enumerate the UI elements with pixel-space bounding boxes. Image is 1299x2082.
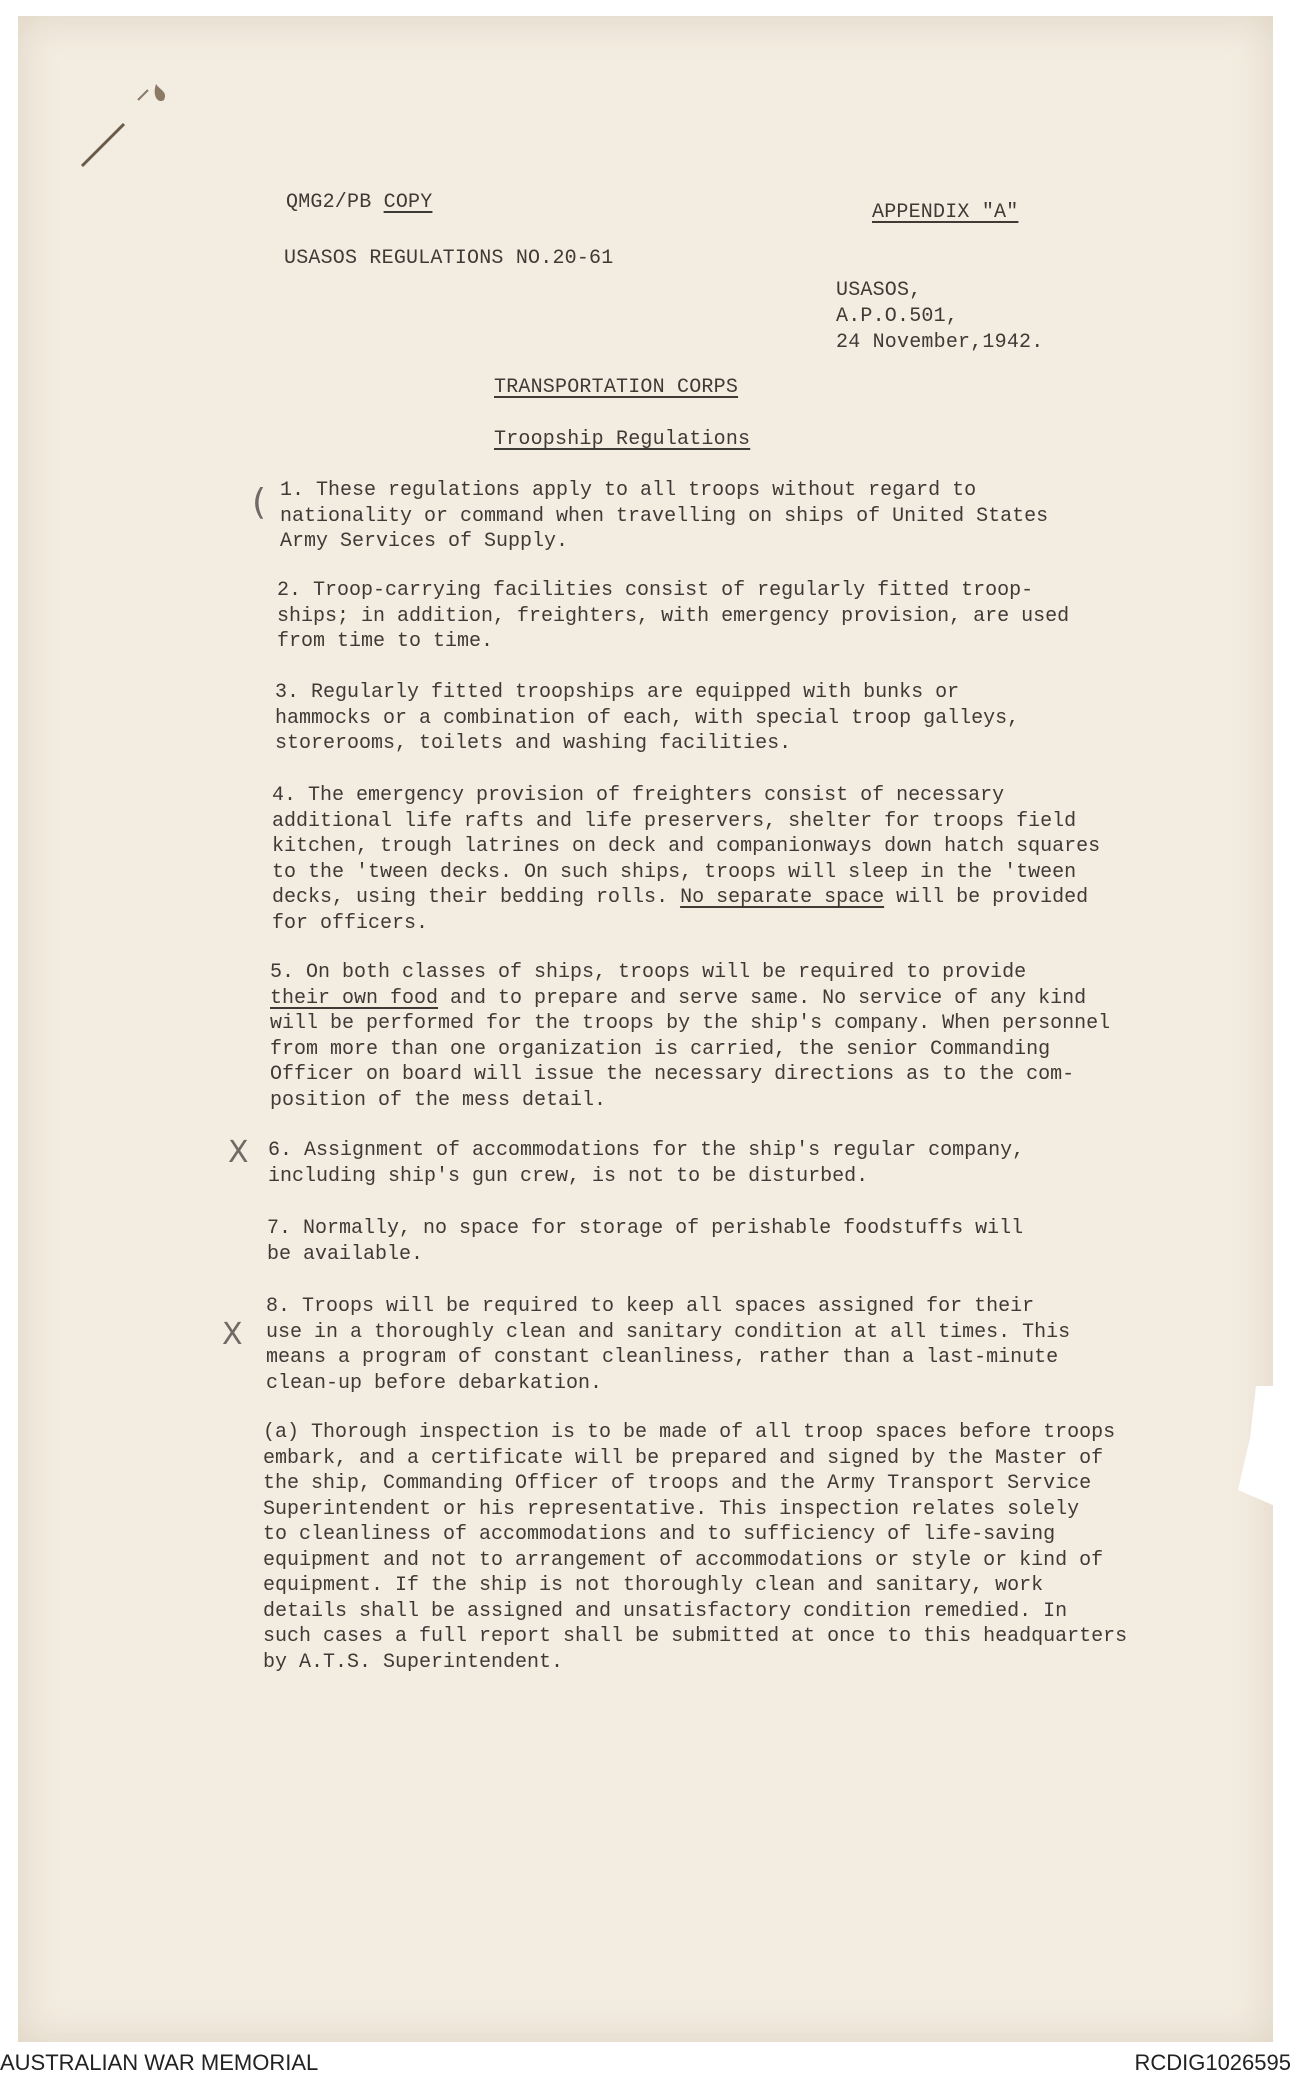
paragraph-5-end: and to prepare and serve same. No service of any kind will be performed for the troops by the ship's company. When personnel from more than one organization is carried, the senior Commanding Officer on board will issue the necessary directions as to the com- position of the mess detail. bbox=[270, 986, 1111, 1112]
paragraph-4-end: will be provided for officers. bbox=[272, 886, 1089, 935]
paragraph-a: (a) Thorough inspection is to be made of all troop spaces before troops embark, and a certificate will be prepared and signed by the Master of the ship, Commanding Officer of troops and the Army Transport Service Superintendent or his representative. This inspection relates solely to cleanliness of accommodations and to sufficiency of life-saving equipment and not to arrangement of accommodations or style or kind of equipment. If the ship is not thoroughly clean and sanitary, work details shall be assigned and unsatisfactory condition remedied. In such cases a full report shall be submitted at once to this headquarters by A.T.S. Superintendent. bbox=[263, 1421, 1128, 1674]
paragraph-1: 1. These regulations apply to all troops without regard to nationality or command when travelling on ships of United States Army Services of Supply. bbox=[280, 479, 1049, 553]
address-line-1: USASOS, bbox=[836, 279, 922, 302]
paragraph-6: 6. Assignment of accommodations for the ship's regular company, including ship's gun crew, is not to be disturbed. bbox=[268, 1139, 1025, 1188]
margin-x-mark-6: X bbox=[228, 1135, 249, 1170]
margin-mark-1: ( bbox=[252, 482, 267, 523]
paragraph-7: 7. Normally, no space for storage of perishable foodstuffs will be available. bbox=[267, 1217, 1024, 1266]
section-title: TRANSPORTATION CORPS bbox=[494, 376, 739, 399]
section-subtitle: Troopship Regulations bbox=[494, 428, 751, 451]
address-line-2: A.P.O.501, bbox=[836, 305, 959, 328]
ink-stain-mark bbox=[78, 80, 188, 170]
paragraph-5 bbox=[270, 960, 1170, 1113]
copy-label: COPY bbox=[383, 191, 433, 214]
paragraph-8: 8. Troops will be required to keep all spaces assigned for their use in a thoroughly clean and sanitary condition at all times. This means a program of constant cleanliness, rather than a last-minute clean-up before debarkation. bbox=[266, 1295, 1071, 1395]
appendix-label: APPENDIX "A" bbox=[872, 201, 1019, 224]
paragraph-4-underlined: No separate space bbox=[680, 886, 885, 909]
reference-line bbox=[286, 190, 432, 216]
footer-archive-name: AUSTRALIAN WAR MEMORIAL bbox=[0, 2050, 319, 2075]
paragraph-5-underlined: their own food bbox=[270, 986, 439, 1010]
paragraph-3: 3. Regularly fitted troopships are equipped with bunks or hammocks or a combination of each, with special troop galleys, storerooms, toilets and washing facilities. bbox=[275, 681, 1020, 755]
paragraph-5-text: 5. On both classes of ships, troops will be required to provide bbox=[270, 961, 1027, 984]
reference-code: QMG2/PB bbox=[286, 191, 384, 214]
document-date: 24 November,1942. bbox=[836, 331, 1044, 354]
paragraph-4 bbox=[272, 783, 1172, 936]
footer-record-id: RCDIG1026595 bbox=[1134, 2050, 1291, 2075]
margin-x-mark-8: X bbox=[222, 1317, 243, 1352]
paragraph-2: 2. Troop-carrying facilities consist of regularly fitted troop- ships; in addition, freighters, with emergency provision, are used from time to time. bbox=[277, 579, 1070, 653]
regulations-number: USASOS REGULATIONS NO.20-61 bbox=[284, 247, 614, 270]
paragraph-4-text: 4. The emergency provision of freighters consist of necessary additional life rafts and life preservers, shelter for troops field kitchen, trough latrines on deck and companionways down hatch squares to the 'tween decks. On such ships, troops will sleep in the 'tween decks, using their bedding rolls. bbox=[272, 784, 1101, 909]
